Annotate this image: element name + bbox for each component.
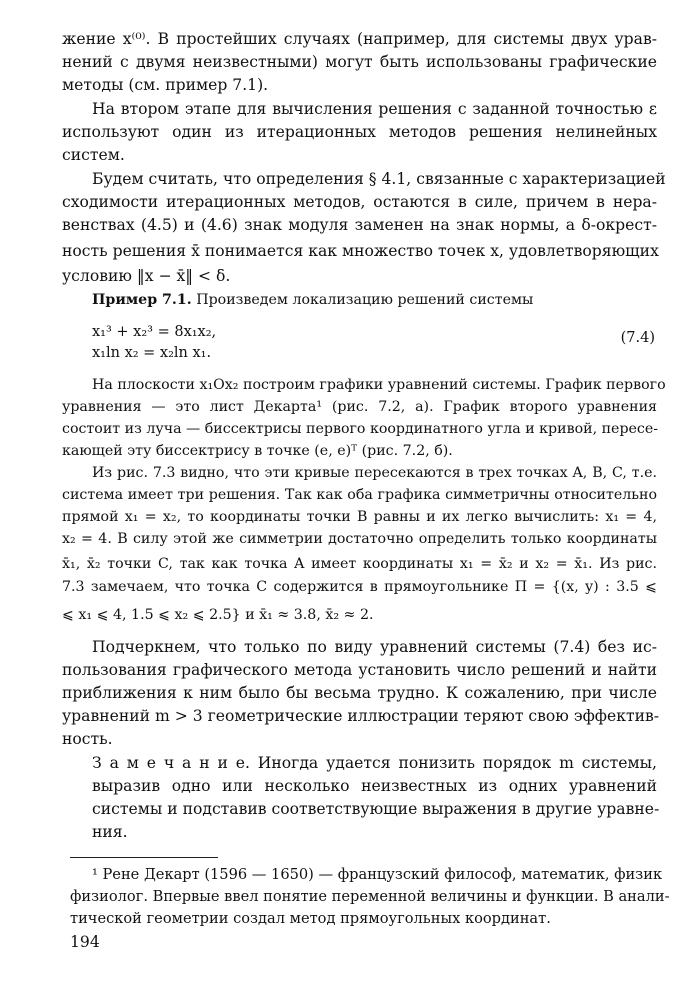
- remark-line: ния.: [92, 823, 128, 841]
- text-line: пользования графического метода установить число решений и найти: [62, 661, 657, 679]
- example-text: Произведем локализацию решений системы: [196, 292, 534, 308]
- remark-line: системы и подставив соответствующие выражения в другие уравне-: [92, 800, 660, 818]
- footnote-line: ¹ Рене Декарт (1596 — 1650) — французский философ, математик, физик: [92, 866, 663, 883]
- example-body-line: На плоскости x₁Ox₂ построим графики уравнений системы. График первого: [92, 377, 666, 393]
- example-body-line: ⩽ x₁ ⩽ 4, 1.5 ⩽ x₂ ⩽ 2.5} и x̄₁ ≈ 3.8, x̄₂ ≈ 2.: [62, 607, 374, 623]
- footnote-rule: [70, 857, 218, 858]
- equation-line-1: x₁³ + x₂³ = 8x₁x₂,: [92, 324, 217, 340]
- text-line: методы (см. пример 7.1).: [62, 76, 269, 94]
- equation-number: (7.4): [620, 330, 655, 346]
- text-line: приближения к ним было бы весьма трудно. К сожалению, при числе: [62, 684, 657, 702]
- text-line: На втором этапе для вычисления решения с заданной точностью ε: [92, 100, 657, 118]
- example-heading: Пример 7.1.: [92, 292, 192, 308]
- example-body-line: уравнения — это лист Декарта¹ (рис. 7.2, а). График второго уравнения: [62, 399, 657, 415]
- text-line: Будем считать, что определения § 4.1, связанные с характеризацией: [92, 170, 666, 188]
- example-body-line: прямой x₁ = x₂, то координаты точки B равны и их легко вычислить: x₁ = 4,: [62, 509, 657, 525]
- page-number: 194: [70, 933, 100, 951]
- text-line: ность решения x̄ понимается как множество точек x, удовлетворяющих: [62, 242, 659, 260]
- text-line: нений с двумя неизвестными) могут быть использованы графические: [62, 53, 657, 71]
- text-line: ность.: [62, 730, 113, 748]
- text-line: условию ‖x − x̄‖ < δ.: [62, 267, 231, 285]
- example-body-line: Из рис. 7.3 видно, что эти кривые пересекаются в трех точках A, B, C, т.е.: [92, 465, 657, 481]
- example-body-line: кающей эту биссектрису в точке (e, e)ᵀ (рис. 7.2, б).: [62, 443, 453, 459]
- footnote-line: физиолог. Впервые ввел понятие переменной величины и функции. В анали-: [70, 888, 670, 905]
- text-line: венствах (4.5) и (4.6) знак модуля заменен на знак нормы, а δ-окрест-: [62, 216, 657, 234]
- example-body-line: x₂ = 4. В силу этой же симметрии достаточно определить только координаты: [62, 531, 657, 547]
- text-line: жение x⁽⁰⁾. В простейших случаях (например, для системы двух урав-: [62, 30, 657, 48]
- equation-line-2: x₁ln x₂ = x₂ln x₁.: [92, 345, 212, 361]
- remark-line: выразив одно или несколько неизвестных из одних уравнений: [92, 777, 657, 795]
- text-line: уравнений m > 3 геометрические иллюстрации теряют свою эффектив-: [62, 707, 660, 725]
- text-line: сходимости итерационных методов, остаются в силе, причем в нера-: [62, 193, 657, 211]
- example-line: [92, 289, 652, 311]
- text-line: систем.: [62, 146, 125, 164]
- remark-line: З а м е ч а н и е. Иногда удается понизить порядок m системы,: [92, 754, 657, 772]
- example-body-line: система имеет три решения. Так как оба графика симметричны относительно: [62, 487, 657, 503]
- footnote-line: тической геометрии создал метод прямоугольных координат.: [70, 910, 551, 927]
- example-body-line: x̄₁, x̄₂ точки C, так как точка A имеет координаты x₁ = x̄₂ и x₂ = x̄₁. Из рис.: [62, 556, 657, 572]
- text-line: Подчеркнем, что только по виду уравнений системы (7.4) без ис-: [92, 638, 657, 656]
- example-body-line: 7.3 замечаем, что точка C содержится в прямоугольнике Π = {(x, y) : 3.5 ⩽: [62, 579, 657, 595]
- text-line: используют один из итерационных методов решения нелинейных: [62, 123, 657, 141]
- example-body-line: состоит из луча — биссектрисы первого координатного угла и кривой, пересе-: [62, 421, 659, 437]
